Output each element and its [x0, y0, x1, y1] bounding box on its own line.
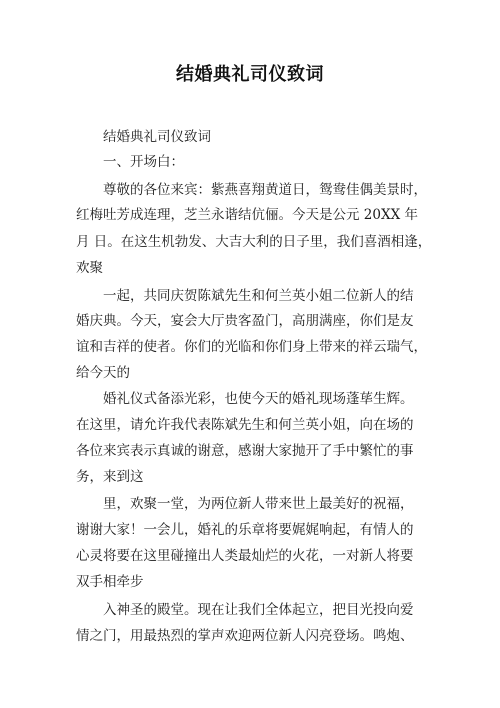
body-line: 欢聚 [76, 260, 103, 276]
body-line: 尊敬的各位来宾：紫燕喜翔黄道日，鸳鸯佳偶美景时， [103, 182, 427, 198]
body-line: 一起，共同庆贺陈斌先生和何兰英小姐二位新人的结 [103, 288, 414, 304]
body-line: 情之门，用最热烈的掌声欢迎两位新人闪亮登场。鸣炮、 [76, 628, 414, 644]
body-line: 心灵将要在这里碰撞出人类最灿烂的火花，一对新人将要 [76, 548, 414, 564]
body-line: 双手相牵步 [76, 574, 144, 590]
body-line: 结婚典礼司仪致词 [103, 129, 211, 145]
body-line: 里，欢聚一堂，为两位新人带来世上最美好的祝福， [103, 496, 414, 512]
body-line: 各位来宾表示真诚的谢意，感谢大家抛开了手中繁忙的事 [76, 443, 414, 459]
body-line: 在这里，请允许我代表陈斌先生和何兰英小姐，向在场的 [76, 417, 414, 433]
body-line: 给今天的 [76, 365, 130, 381]
body-line: 谢谢大家！一会儿，婚礼的乐章将要娓娓响起，有情人的 [76, 522, 414, 538]
page-title: 结婚典礼司仪致词 [176, 64, 324, 85]
body-line: 谊和吉祥的使者。你们的光临和你们身上带来的祥云瑞气， [76, 339, 427, 355]
body-line: 婚礼仪式备添光彩，也使今天的婚礼现场蓬荜生辉。 [103, 391, 414, 407]
body-line: 务，来到这 [76, 469, 144, 485]
body-line: 一、开场白： [103, 154, 184, 170]
body-line: 婚庆典。今天，宴会大厅贵客盈门，高朋满座，你们是友 [76, 313, 414, 329]
body-line: 月 日。在这生机勃发、大吉大利的日子里，我们喜酒相逢， [76, 234, 432, 250]
body-line: 入神圣的殿堂。现在让我们全体起立，把目光投向爱 [103, 602, 414, 618]
body-line: 红梅吐芳成连理，芝兰永谐结伉俪。今天是公元 20XX 年 [76, 207, 418, 223]
